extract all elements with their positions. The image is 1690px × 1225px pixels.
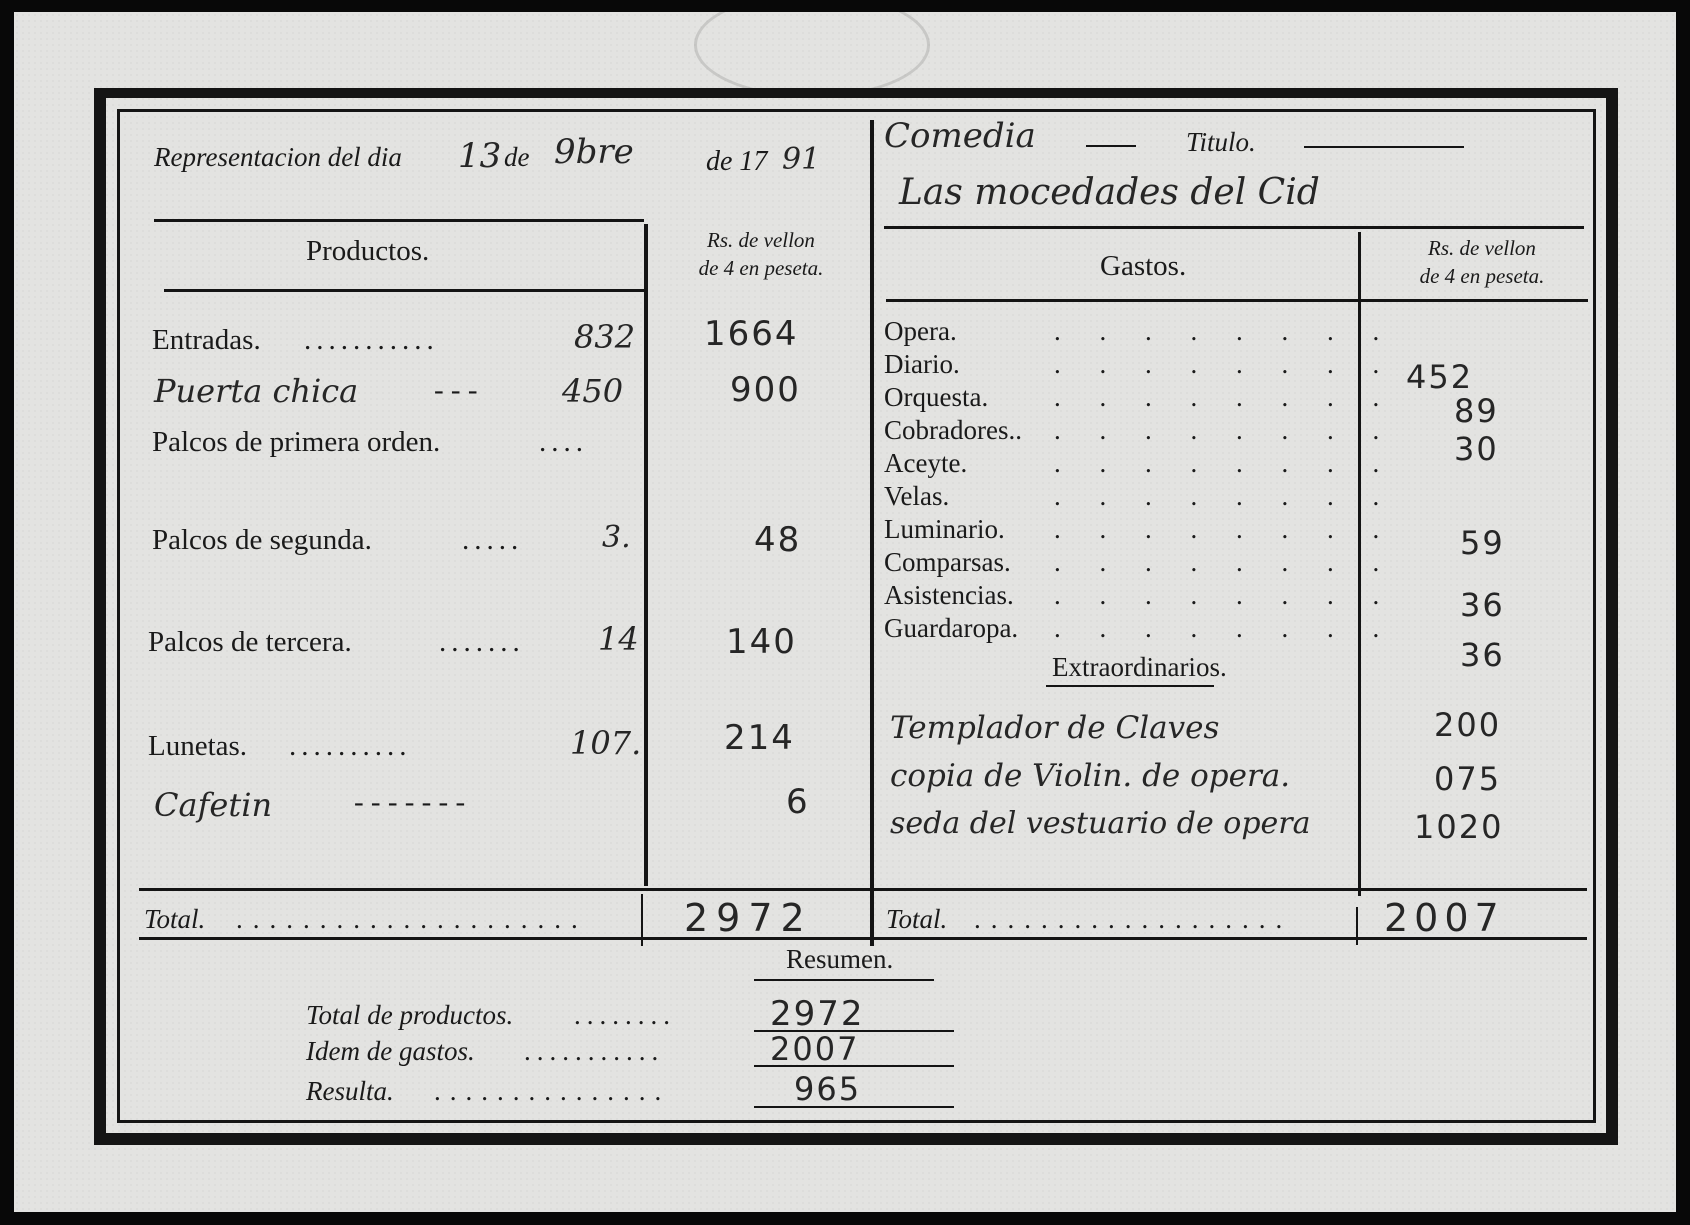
resumen-leader-dots: ........... [524, 1036, 665, 1066]
gastos-amount-asistencias: 36 [1460, 586, 1505, 624]
month-handwritten: 9bre [554, 132, 634, 172]
gastos-currency-header [1382, 234, 1582, 290]
resumen-heading: Resumen. [786, 944, 894, 974]
productos-leader-dots: ........... [304, 324, 439, 356]
year-handwritten: 91 [782, 142, 821, 177]
totals-rule-bottom [139, 937, 1587, 940]
title-label: Titulo. [1186, 127, 1256, 157]
productos-label-palcos-segunda: Palcos de segunda. [152, 524, 372, 556]
inner-border-right [1593, 109, 1596, 1123]
extraordinarios-heading: Extraordinarios. [1052, 652, 1227, 682]
gastos-label-diario: Diario. [884, 349, 960, 379]
productos-label-palcos-primera: Palcos de primera orden. [152, 426, 441, 458]
gastos-total-label: Total. [886, 904, 948, 934]
productos-count-puerta-chica: 450 [562, 372, 624, 410]
gastos-label-orquesta: Orquesta. [884, 382, 989, 412]
resumen-label-idem-gastos: Idem de gastos. [306, 1036, 475, 1066]
title-blank-rule [1304, 146, 1464, 148]
gastos-amount-luminario: 59 [1460, 524, 1505, 562]
productos-dash-leader: - - - - - - - [354, 786, 466, 818]
header-rule-left [154, 219, 644, 222]
productos-label-entradas: Entradas. [152, 324, 261, 356]
resumen-leader-dots: ............... [434, 1076, 671, 1106]
resumen-label-resulta: Resulta. [306, 1076, 394, 1106]
faded-stamp-mark [694, 12, 930, 98]
productos-leader-dots: .... [539, 426, 588, 458]
genre-dash [1086, 145, 1136, 147]
outer-border-right [1606, 88, 1618, 1145]
gastos-amount-orquesta: 89 [1454, 392, 1499, 430]
productos-amount-lunetas: 214 [724, 718, 795, 758]
resumen-label-total-productos: Total de productos. [306, 1000, 514, 1030]
productos-amount-entradas: 1664 [704, 314, 799, 354]
productos-leader-dots: ....... [439, 626, 525, 658]
gastos-amount-diario: 452 [1406, 358, 1474, 396]
resumen-value-resulta: 965 [794, 1070, 862, 1108]
productos-currency-header [666, 226, 856, 282]
productos-amount-puerta-chica: 900 [730, 370, 801, 410]
gastos-label-luminario: Luminario. [884, 514, 1005, 544]
extraordinario-label-seda-vestuario: seda del vestuario de opera [890, 806, 1311, 841]
productos-label-puerta-chica: Puerta chica [154, 372, 359, 410]
gastos-amount-cobradores: 30 [1454, 430, 1499, 468]
productos-amount-cafetin: 6 [786, 782, 810, 822]
inner-border-top [117, 109, 1596, 112]
ledger-sheet [14, 12, 1676, 1212]
productos-heading: Productos. [306, 235, 430, 267]
productos-amount-divider [644, 224, 648, 886]
gastos-amount-guardaropa: 36 [1460, 636, 1505, 674]
gastos-label-aceyte: Aceyte. [884, 448, 968, 478]
productos-dash-leader: - - - [434, 374, 478, 406]
genre-handwritten: Comedia [884, 116, 1036, 156]
gastos-dot-leaders: . . . . . . . . . . . . . . . . . . . . . . . . . . . . . . . . . . . . . . . . . . . . . . . . . . . . . . . . . . . . . . . . . . . . . . . . . . . . . . . . [1054, 316, 1396, 643]
center-divider [870, 120, 874, 946]
productos-count-palcos-segunda: 3. [602, 520, 631, 555]
productos-currency-line1: Rs. de vellon [707, 228, 815, 252]
gastos-heading-rule [886, 299, 1588, 302]
day-handwritten: 13 [458, 136, 502, 176]
productos-label-cafetin: Cafetin [154, 786, 273, 824]
gastos-heading: Gastos. [1100, 250, 1187, 282]
gastos-label-comparsas: Comparsas. [884, 547, 1011, 577]
year-prefix: de 17 [706, 146, 768, 177]
gastos-currency-line1: Rs. de vellon [1428, 236, 1536, 260]
productos-count-palcos-tercera: 14 [598, 620, 639, 658]
resumen-rule [754, 979, 934, 981]
resumen-value-total-productos: 2972 [770, 994, 865, 1034]
gastos-label-velas: Velas. [884, 481, 950, 511]
productos-leader-dots: .......... [289, 730, 412, 762]
de-label: de [504, 142, 530, 172]
gastos-label-opera: Opera. [884, 316, 957, 346]
gastos-currency-line2: de 4 en peseta. [1419, 264, 1545, 288]
productos-total-value: 2972 [684, 896, 813, 940]
resumen-leader-dots: ........ [574, 1000, 676, 1030]
extraordinario-amount-templador: 200 [1434, 706, 1502, 744]
gastos-label-cobradores: Cobradores.. [884, 415, 1022, 445]
productos-amount-palcos-segunda: 48 [754, 520, 802, 560]
outer-border-left [94, 88, 106, 1145]
title-handwritten: Las mocedades del Cid [899, 172, 1320, 213]
gastos-labels [884, 315, 1022, 645]
inner-border-left [117, 109, 120, 1123]
productos-currency-line2: de 4 en peseta. [698, 256, 824, 280]
header-rule-right [884, 226, 1584, 229]
extraordinario-label-copia-violin: copia de Violin. de opera. [890, 758, 1291, 794]
productos-heading-rule [164, 289, 644, 292]
gastos-label-guardaropa: Guardaropa. [884, 613, 1019, 643]
outer-border-top [94, 88, 1618, 98]
extraordinarios-rule [1046, 685, 1214, 687]
productos-label-palcos-tercera: Palcos de tercera. [148, 626, 352, 658]
productos-amount-palcos-tercera: 140 [726, 622, 797, 662]
gastos-total-value: 2007 [1384, 896, 1505, 940]
productos-count-entradas: 832 [574, 318, 636, 356]
totals-rule-top [139, 888, 1587, 891]
extraordinario-amount-copia-violin: 075 [1434, 760, 1502, 798]
productos-total-dots: ..................... [236, 904, 588, 934]
inner-border-bottom [117, 1120, 1596, 1123]
productos-leader-dots: ..... [462, 524, 524, 556]
extraordinario-label-templador: Templador de Claves [890, 710, 1220, 746]
productos-count-lunetas: 107. [570, 724, 642, 762]
representation-prefix: Representacion del dia [154, 142, 402, 172]
gastos-total-dots: ................... [974, 904, 1293, 934]
resumen-value-idem-gastos: 2007 [770, 1030, 860, 1068]
gastos-label-asistencias: Asistencias. [884, 580, 1014, 610]
extraordinario-amount-seda-vestuario: 1020 [1414, 808, 1504, 846]
productos-label-lunetas: Lunetas. [148, 730, 248, 762]
productos-total-label: Total. [144, 904, 206, 934]
outer-border-bottom [94, 1133, 1618, 1145]
